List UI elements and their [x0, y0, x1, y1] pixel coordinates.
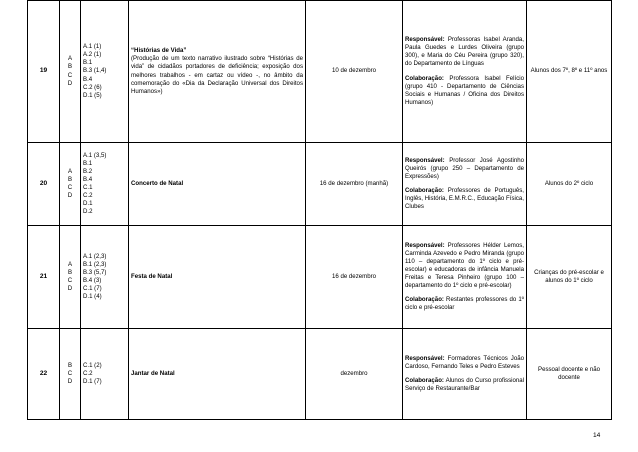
goal-codes: C.1 (2) C.2 D.1 (7) — [81, 329, 129, 420]
table-row — [28, 329, 612, 420]
activity-title: Concerto de Natal — [129, 143, 306, 226]
responsibles: Responsável: Professor José Agostinho Queirós (grupo 250 – Departamento de Expressões) Colaboração: Professores de Português, Inglês, História, E.M.R.C., Educação Física, Clubes — [403, 143, 527, 226]
activity-number: 22 — [28, 329, 60, 420]
objective-letters: A B C D — [60, 143, 81, 226]
activity-date: 16 de dezembro — [306, 226, 403, 329]
responsibles: Responsável: Professoras Isabel Aranda, Paula Guedes e Lurdes Oliveira (grupo 300), e Maria do Céu Pereira (grupo 320), do Departamento de Línguas Colaboração: Professora Isabel Felício (grupo 410 - Departamento de Ciências Sociais e Humanas / Oficina dos Direitos Humanos) — [403, 1, 527, 143]
page-number: 14 — [593, 432, 601, 439]
table-row — [28, 1, 612, 143]
target-public: Alunos do 2º ciclo — [527, 143, 612, 226]
activity-number: 19 — [28, 1, 60, 143]
objective-letters: B C D — [60, 329, 81, 420]
objective-letters: A B C D — [60, 226, 81, 329]
activity-plan-table — [27, 0, 612, 420]
target-public: Crianças do pré-escolar e alunos do 1º ciclo — [527, 226, 612, 329]
activity-number: 21 — [28, 226, 60, 329]
activity-date: dezembro — [306, 329, 403, 420]
target-public: Pessoal docente e não docente — [527, 329, 612, 420]
responsibles: Responsável: Formadores Técnicos João Cardoso, Fernando Teles e Pedro Esteves Colaboração: Alunos do Curso profissional Serviço de Restaurante/Bar — [403, 329, 527, 420]
target-public: Alunos dos 7º, 8º e 11º anos — [527, 1, 612, 143]
activity-title: Festa de Natal — [129, 226, 306, 329]
responsibles: Responsável: Professores Hélder Lemos, Carminda Azevedo e Pedro Miranda (grupo 110 – departamento do 1º ciclo e pré-escolar) e educadoras de infância Manuela Freitas e Teresa Pinheiro (grupo 100 – departamento do 1º ciclo e pré-escolar) Colaboração: Restantes professores do 1º ciclo e pré-escolar — [403, 226, 527, 329]
goal-codes: A.1 (3,5) B.1 B.2 B.4 C.1 C.2 D.1 D.2 — [81, 143, 129, 226]
objective-letters: A B C D — [60, 1, 81, 143]
table-row — [28, 226, 612, 329]
goal-codes: A.1 (2,3) B.1 (2,3) B.3 (5,7) B.4 (3) C.1 (7) D.1 (4) — [81, 226, 129, 329]
activity-title: Jantar de Natal — [129, 329, 306, 420]
activity-date: 16 de dezembro (manhã) — [306, 143, 403, 226]
table-row — [28, 143, 612, 226]
activity-description: (Produção de um texto narrativo ilustrado sobre “Histórias de vida” de cidadãos portadores de deficiência; exposição dos melhores trabalhos - em cartaz ou vídeo -, no âmbito da comemoração do «Dia da Declaração Universal dos Direitos Humanos») — [131, 55, 303, 95]
activity-title-text: “Histórias de Vida” — [131, 47, 187, 55]
goal-codes: A.1 (1) A.2 (1) B.1 B.3 (1,4) B.4 C.2 (6) D.1 (5) — [81, 1, 129, 143]
activity-number: 20 — [28, 143, 60, 226]
activity-title — [129, 1, 306, 143]
activity-date: 10 de dezembro — [306, 1, 403, 143]
